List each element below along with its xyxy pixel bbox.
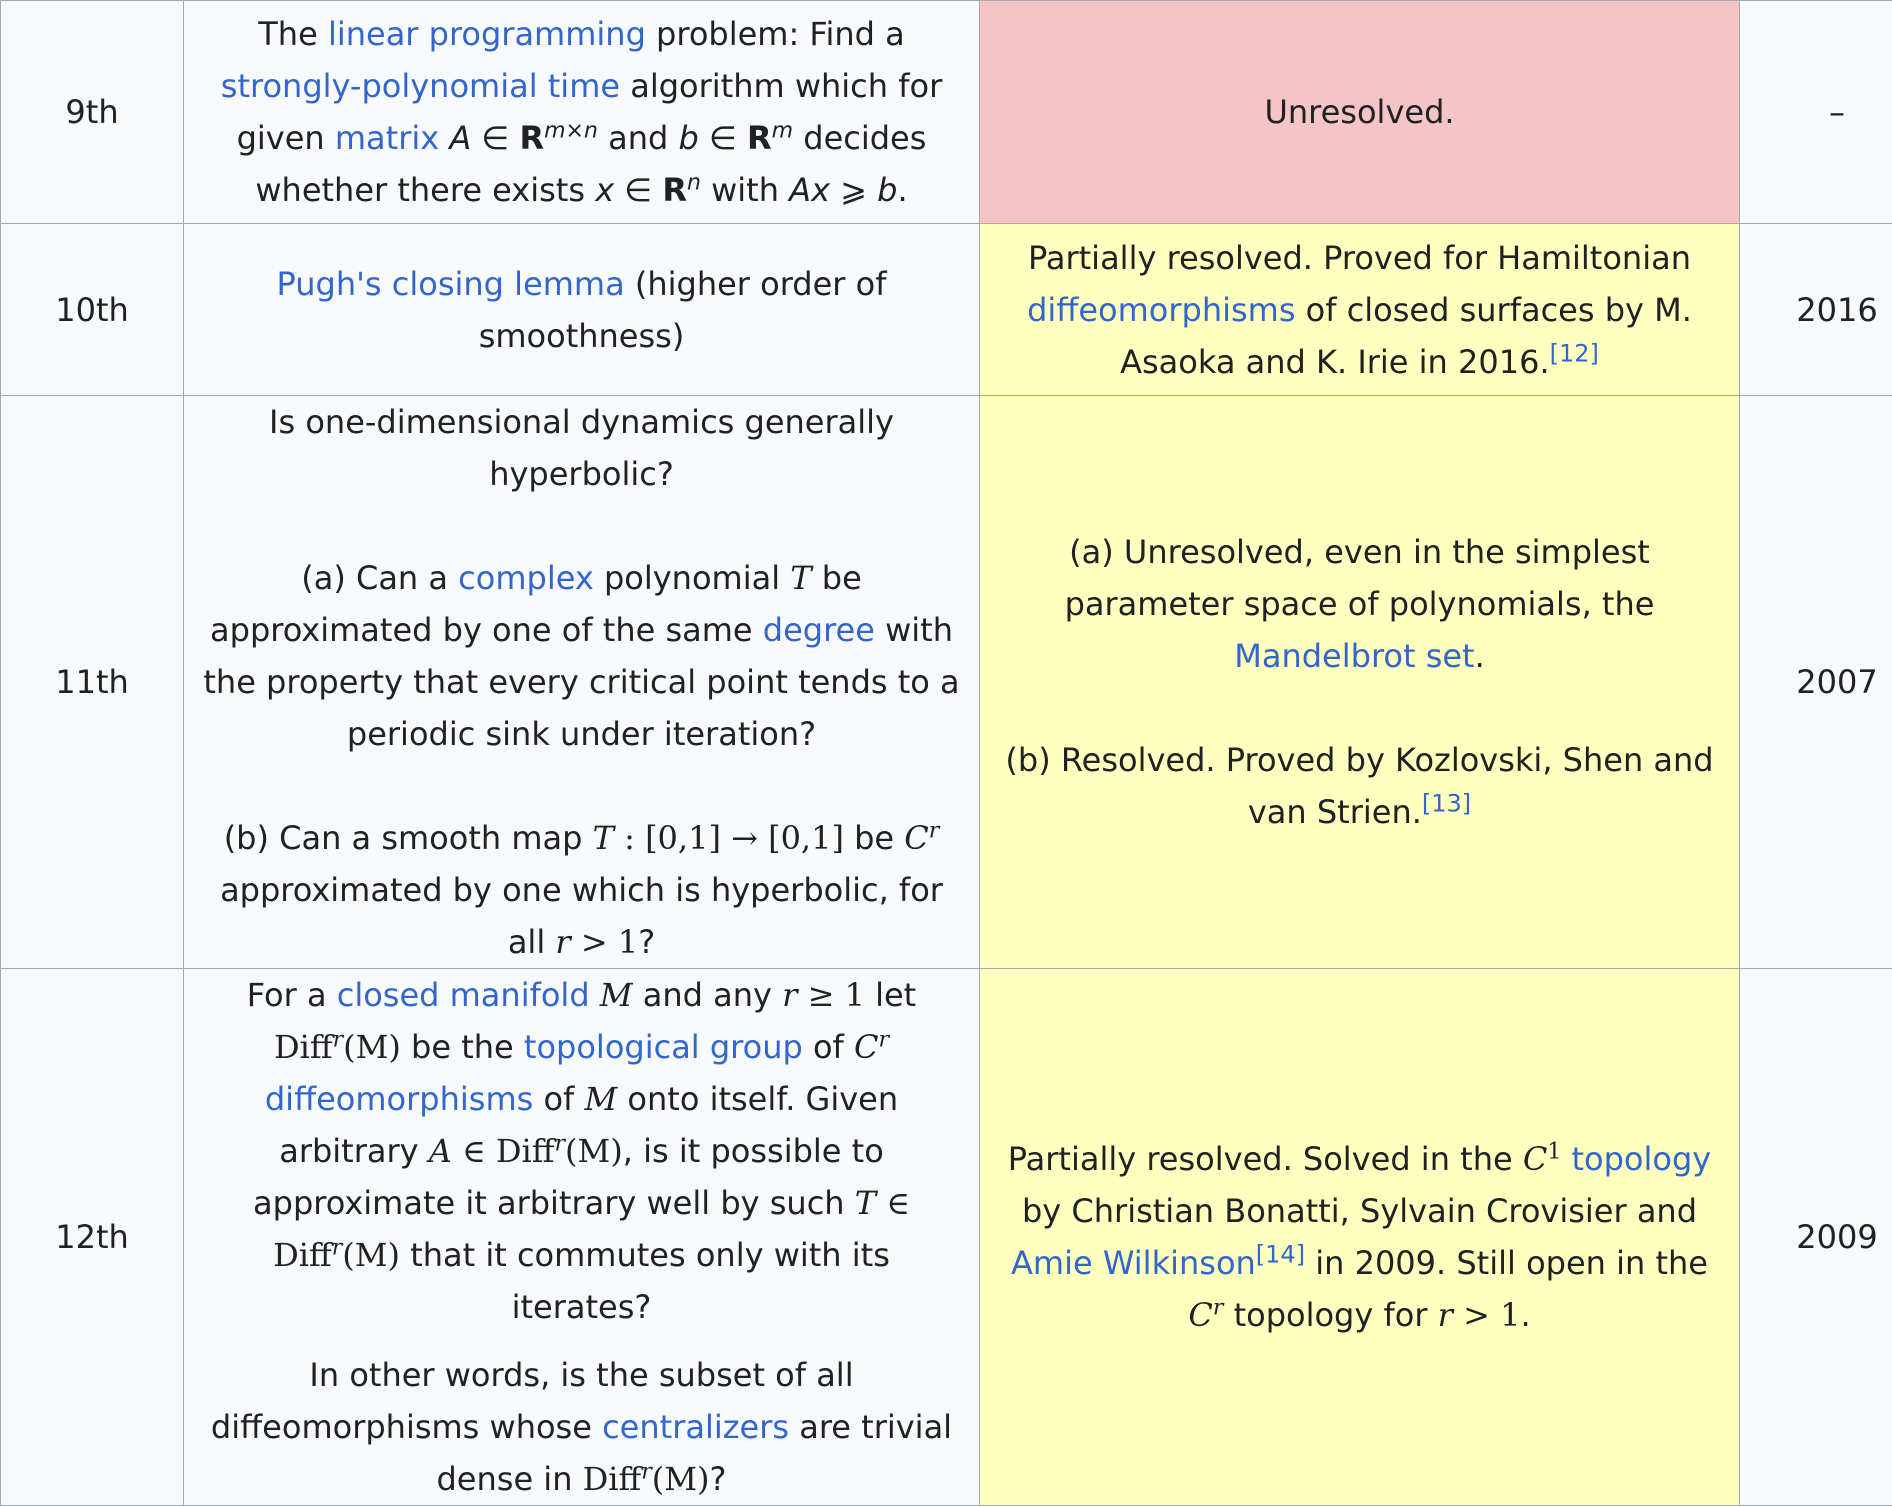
table-row <box>1 396 1892 969</box>
status-part-b: (b) Resolved. Proved by Kozlovski, Shen and van Strien.[13] <box>998 734 1721 838</box>
problem-part-b: (b) Can a smooth map T : [0,1] → [0,1] be $C^r$ approximated by one which is hyperbolic, for all r > 1? <box>202 812 961 968</box>
problem-number: 12th <box>1 969 184 1506</box>
degree-link[interactable]: degree <box>763 611 875 649</box>
status-cell: Partially resolved. Proved for Hamiltonian diffeomorphisms of closed surfaces by M. Asaoka and K. Irie in 2016.[12] <box>980 224 1740 396</box>
complex-link[interactable]: complex <box>458 559 594 597</box>
status-cell <box>980 396 1740 969</box>
table-row <box>1 1 1892 224</box>
matrix-link[interactable]: matrix <box>335 119 439 157</box>
amie-wilkinson-link[interactable]: Amie Wilkinson <box>1011 1244 1256 1282</box>
problem-statement: Pugh's closing lemma (higher order of smoothness) <box>184 224 980 396</box>
problem-part-a: (a) Can a complex polynomial T be approximated by one of the same degree with the property that every critical point tends to a periodic sink under iteration? <box>202 552 961 760</box>
problem-statement <box>184 396 980 969</box>
topological-group-link[interactable]: topological group <box>524 1028 803 1066</box>
diffeomorphisms-link[interactable]: diffeomorphisms <box>1027 291 1295 329</box>
table-row <box>1 969 1892 1506</box>
year-cell: 2007 <box>1740 396 1892 969</box>
closed-manifold-link[interactable]: closed manifold <box>337 976 590 1014</box>
linear-programming-link[interactable]: linear programming <box>328 15 646 53</box>
topology-link[interactable]: topology <box>1571 1140 1711 1178</box>
year-cell: 2009 <box>1740 969 1892 1506</box>
diffeomorphisms-link[interactable]: diffeomorphisms <box>265 1080 533 1118</box>
reference-12-link[interactable]: [12] <box>1550 339 1599 367</box>
problem-paragraph-1: For a closed manifold M and any r ≥ 1 let Diff$^r$(M) be the topological group of $C^r$ diffeomorphisms of M onto itself. Given arbitrary A ∈ Diff$^r$(M), is it possible to approximate it arbitrary well by such T ∈ Diff$^r$(M) that it commutes only with its iterates? <box>202 969 961 1333</box>
problem-statement: The linear programming problem: Find a strongly-polynomial time algorithm which for given matrix A ∈ $R^{m\times n}$ and b ∈ $R^m$ decides whether there exists x ∈ $R^n$ with Ax ⩾ b. <box>184 1 980 224</box>
problem-number: 11th <box>1 396 184 969</box>
problem-number: 9th <box>1 1 184 224</box>
mandelbrot-set-link[interactable]: Mandelbrot set <box>1234 637 1474 675</box>
problem-statement <box>184 969 980 1506</box>
problem-intro: Is one-dimensional dynamics generally hyperbolic? <box>202 396 961 500</box>
reference-14-link[interactable]: [14] <box>1256 1240 1305 1268</box>
problem-number: 10th <box>1 224 184 396</box>
status-cell: Unresolved. <box>980 1 1740 224</box>
year-cell: – <box>1740 1 1892 224</box>
centralizers-link[interactable]: centralizers <box>602 1408 789 1446</box>
status-cell: Partially resolved. Solved in the $C^1$ topology by Christian Bonatti, Sylvain Crovisier and Amie Wilkinson[14] in 2009. Still open in the $C^r$ topology for r > 1. <box>980 969 1740 1506</box>
year-cell: 2016 <box>1740 224 1892 396</box>
table-row <box>1 224 1892 396</box>
status-part-a: (a) Unresolved, even in the simplest parameter space of polynomials, the Mandelbrot set. <box>998 526 1721 682</box>
strongly-polynomial-time-link[interactable]: strongly-polynomial time <box>221 67 620 105</box>
problem-paragraph-2: In other words, is the subset of all diffeomorphisms whose centralizers are trivial dense in Diff$^r$(M)? <box>202 1349 961 1505</box>
reference-13-link[interactable]: [13] <box>1422 789 1471 817</box>
pughs-closing-lemma-link[interactable]: Pugh's closing lemma <box>277 265 625 303</box>
